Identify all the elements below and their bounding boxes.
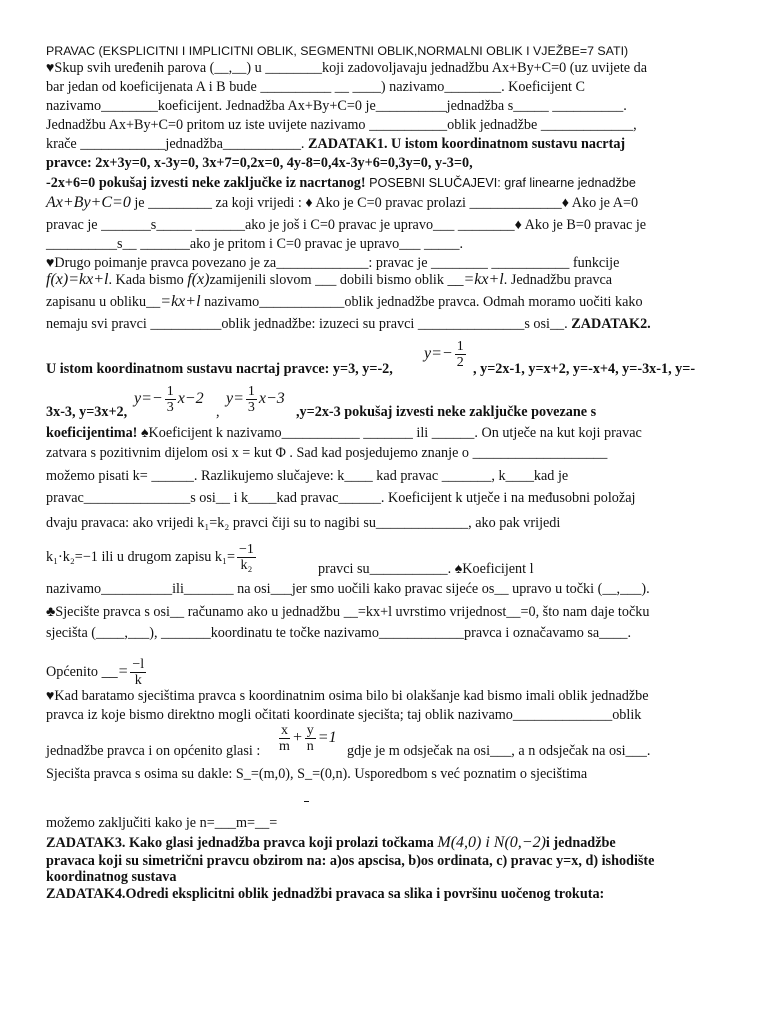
task-text: ,y=2x-3 pokušaj izvesti neke zaključke povezane s [296, 404, 597, 420]
task-text: koeficijentima! [46, 425, 141, 441]
text-line [46, 542, 258, 573]
math-explicit-form: =kx+l [160, 293, 201, 310]
numerator: 1 [247, 384, 255, 399]
math-fraction-line2 [226, 384, 285, 415]
task-text: 3x-3, y=3x+2, [46, 404, 128, 420]
task-text: , y=2x-1, y=x+2, y=-x+4, y=-3x-1, y=- [473, 361, 696, 377]
fraction [130, 657, 146, 688]
numerator: x [281, 723, 288, 738]
task-heading: ZADATAK2. [571, 316, 651, 332]
text-line: možemo pisati k= ______. Razlikujemo slučajeve: k____ kad pravac _______, k____kad je [46, 468, 569, 484]
task-heading: ZADATAK4.Odredi eksplicitni oblik jednadžbi pravaca sa slika i površinu uočenog trokuta: [46, 886, 605, 902]
math-prefix: __= [101, 662, 129, 680]
text-line: pravac je _______s_____ _______ako je još i C=0 pravac je upravo___ ________♦ Ako je B=0 pravac je [46, 217, 647, 233]
math-operator: + [292, 728, 303, 746]
math-explicit-form: __=kx+l [447, 271, 504, 288]
denominator: 3 [247, 400, 255, 415]
text-line: sjecišta (____,___), _______koordinatu te točke nazivamo____________pravca i označavamo sa____. [46, 625, 632, 641]
task-heading: ZADATAK3. Kako glasi jednadžba pravca koji prolazi točkama [46, 835, 438, 851]
text-line: nazivamo__________ili_______ na osi___jer smo uočili kako pravac sijeće os__ upravo u točki (__,___). [46, 581, 650, 597]
text-line [296, 404, 596, 420]
text-line: __________s__ _______ako je pritom i C=0 pravac je upravo___ _____. [46, 236, 464, 252]
math-prefix: y= [226, 389, 244, 407]
fraction [165, 384, 176, 415]
text-line [46, 886, 604, 902]
math-function: f(x)=kx+l [46, 271, 109, 288]
math-prefix: y=− [134, 389, 163, 407]
text-segment: Općenito [46, 663, 102, 680]
text-segment: zapisanu u obliku__ [46, 294, 161, 310]
fraction [305, 723, 316, 754]
text-line: gdje je m odsječak na osi___, a n odsječak na osi___. [347, 743, 651, 759]
text-line: ♥Drugo poimanje pravca povezano je za_____________: pravac je ________ ___________ funkcije [46, 255, 620, 271]
text-segment: . Kada bismo [108, 272, 188, 288]
text-line [46, 136, 625, 152]
text-line [46, 835, 616, 851]
math-fx: f(x) [187, 271, 210, 288]
numerator: −l [132, 657, 145, 672]
text-line [46, 869, 176, 885]
text-line: pravci su___________. ♠Koeficijent l [318, 561, 534, 577]
text-line: Sjecišta pravca s osima su dakle: S_=(m,0), S_=(0,n). Usporedbom s već poznatim o sjecištima [46, 766, 588, 782]
text-line [46, 853, 654, 869]
text-segment: nemaju svi pravci __________oblik jednadžbe: izuzeci su pravci _______________s osi__. [46, 316, 572, 332]
fraction [279, 723, 290, 754]
numerator: −1 [238, 542, 254, 557]
task-equations: pravce: 2x+3y=0, x-3y=0, 3x+7=0,2x=0, 4y-8=0,4x-3y+6=0,3y=0, y-3=0, [46, 155, 473, 171]
text-line [46, 195, 638, 211]
stray-dash [304, 801, 309, 802]
math-general-equation: Ax+By+C=0 [46, 194, 131, 211]
task-text: koordinatnog sustava [46, 869, 177, 885]
text-line: ♣Sjecište pravca s osi__ računamo ako u jednadžbu __=kx+l uvrstimo vrijednost__=0, što nam daje točku [46, 604, 650, 620]
denominator: k [134, 673, 142, 688]
text-segment: nazivamo____________oblik jednadžbe pravca. Odmah moramo uočiti kako [200, 294, 643, 310]
math-prefix: y=− [424, 344, 453, 362]
text-line: ♥Kad baratamo sjecištima pravca s koordinatnim osima bilo bi olakšanje kad bismo imali oblik jednadžbe [46, 688, 649, 704]
text-line [46, 425, 642, 441]
text-segment: zamijenili slovom ___ dobili bismo oblik [209, 272, 448, 288]
task-heading: ZADATAK1. U istom koordinatnom sustavu nacrtaj [308, 136, 626, 152]
text-line: bar jedan od koeficijenata A i B bude __________ __ ____) nazivamo________. Koeficijent C [46, 79, 586, 95]
task-instruction: -2x+6=0 pokušaj izvesti neke zaključke iz nacrtanog! [46, 175, 370, 191]
text-segment: je _________ za koji vrijedi : ♦ Ako je C=0 pravac prolazi _____________♦ Ako je A=0 [130, 195, 639, 211]
task-text: i jednadžbe [545, 835, 616, 851]
text-segment: krače ____________jednadžba___________. [46, 136, 309, 152]
fraction [455, 339, 466, 370]
fraction [246, 384, 257, 415]
task-text: U istom koordinatnom sustavu nacrtaj pravce: y=3, y=-2, [46, 361, 393, 377]
math-fraction-line1 [134, 384, 204, 415]
text-line [46, 175, 636, 191]
text-line: jednadžbe pravca i on općenito glasi : [46, 743, 261, 759]
fraction [237, 542, 256, 573]
page-title: PRAVAC (EKSPLICITNI I IMPLICITNI OBLIK, SEGMENTNI OBLIK,NORMALNI OBLIK I VJEŽBE=7 SATI) [46, 44, 629, 58]
text-segment: k₁·k₂=−1 ili u drugom zapisu k₁= [46, 548, 235, 565]
text-line [46, 294, 643, 310]
text-line: možemo zaključiti kako je n=___m=__= [46, 815, 278, 831]
text-line [46, 404, 127, 420]
special-cases-label: POSEBNI SLUČAJEVI: graf linearne jednadžbe [369, 176, 636, 190]
math-suffix: x−2 [177, 389, 204, 407]
math-fraction-y [424, 339, 468, 370]
math-segment-form [277, 723, 337, 754]
text-line [46, 657, 148, 688]
numerator: 1 [166, 384, 174, 399]
math-suffix: x−3 [258, 389, 285, 407]
text-line [46, 316, 651, 332]
denominator: k₂ [240, 558, 253, 573]
denominator: 2 [456, 355, 464, 370]
comma: , [216, 404, 220, 420]
denominator: n [306, 739, 314, 754]
text-line: pravca iz koje bismo direktno mogli očitati koordinate sjecišta; taj oblik nazivamo______________oblik [46, 707, 642, 723]
text-line: zatvara s pozitivnim dijelom osi x = kut Φ . Sad kad posjedujemo znanje o ___________________ [46, 445, 608, 461]
numerator: 1 [456, 339, 464, 354]
text-line [46, 272, 612, 288]
text-line: pravac_______________s osi__ i k____kad pravac______. Koeficijent k utječe i na međusobni položaj [46, 490, 636, 506]
text-line: Jednadžbu Ax+By+C=0 pritom uz iste uvijete nazivamo ___________oblik jednadžbe _____________, [46, 117, 637, 133]
denominator: 3 [166, 400, 174, 415]
text-line [473, 361, 695, 377]
text-line: ♥Skup svih uređenih parova (__,__) u ________koji zadovoljavaju jednadžbu Ax+By+C=0 (uz uvijete da [46, 60, 647, 76]
math-points: M(4,0) i N(0,−2) [437, 834, 546, 851]
numerator: y [306, 723, 314, 738]
text-segment: ♠Koeficijent k nazivamo___________ _______ ili ______. On utječe na kut koji pravac [140, 425, 642, 441]
math-suffix: =1 [317, 728, 337, 746]
text-line [46, 361, 393, 377]
text-segment: . Jednadžbu pravca [503, 272, 613, 288]
text-line: dvaju pravaca: ako vrijedi k₁=k₂ pravci čiji su to nagibi su_____________, ako pak vrijedi [46, 515, 561, 531]
task-text: pravaca koji su simetrični pravcu obzirom na: a)os apscisa, b)os ordinata, c) pravac y=x, d) ishodište [46, 853, 655, 869]
text-line: nazivamo________koeficijent. Jednadžba Ax+By+C=0 je__________jednadžba s_____ __________. [46, 98, 627, 114]
denominator: m [279, 739, 290, 754]
text-line [46, 155, 473, 171]
